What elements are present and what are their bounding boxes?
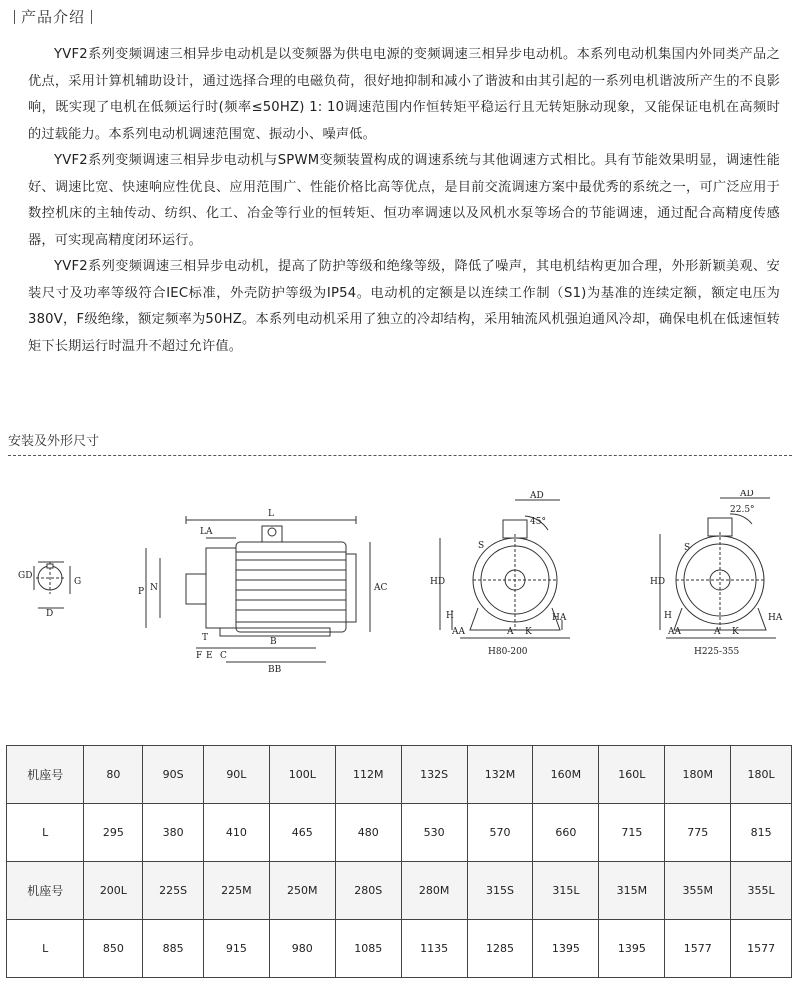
table-cell: 112M bbox=[335, 746, 401, 804]
table-cell: 280S bbox=[335, 862, 401, 920]
table-cell: 1085 bbox=[335, 920, 401, 978]
label-T: T bbox=[202, 633, 209, 643]
table-cell: 1577 bbox=[731, 920, 792, 978]
table-cell: 1135 bbox=[401, 920, 467, 978]
label-AA: AA bbox=[452, 627, 465, 637]
label-P: P bbox=[138, 587, 145, 597]
label-angle-45: 45° bbox=[530, 517, 546, 527]
label-HD: HD bbox=[430, 577, 446, 587]
motor-body bbox=[236, 542, 346, 632]
table-cell: 90S bbox=[143, 746, 204, 804]
label-S: S bbox=[478, 541, 485, 551]
header-title: 产品介绍 bbox=[21, 8, 86, 26]
table-cell: 90L bbox=[203, 746, 269, 804]
table-cell: 225S bbox=[143, 862, 204, 920]
table-row bbox=[7, 804, 792, 862]
table-cell: 660 bbox=[533, 804, 599, 862]
label-H: H bbox=[446, 611, 454, 621]
table-cell: 200L bbox=[84, 862, 143, 920]
label-K-large: K bbox=[732, 627, 739, 637]
label-D: D bbox=[46, 609, 54, 619]
label-E: E bbox=[206, 651, 213, 661]
dimension-table bbox=[6, 745, 792, 978]
table-cell: 850 bbox=[84, 920, 143, 978]
intro-paragraph: YVF2系列变频调速三相异步电动机与SPWM变频装置构成的调速系统与其他调速方式相比。具有节能效果明显，调速性能好、调速比宽、快速响应性优良、应用范围广、性能价格比高等优点，是目前交流调速方案中最优秀的系统之一，可广泛应用于数控机床的主轴传动、纺织、化工、冶金等行业的恒转矩、恒功率调速以及风机水泵等场合的节能调速，通过配合高精度传感器，可实现高精度闭环运行。 bbox=[28, 153, 780, 248]
table-cell: 570 bbox=[467, 804, 533, 862]
table-cell: 315L bbox=[533, 862, 599, 920]
table-cell: 132S bbox=[401, 746, 467, 804]
table-cell: 295 bbox=[84, 804, 143, 862]
label-GD: GD bbox=[18, 571, 33, 581]
label-L: L bbox=[268, 509, 274, 519]
table-cell: 225M bbox=[203, 862, 269, 920]
label-BB: BB bbox=[268, 665, 282, 675]
table-cell: 775 bbox=[665, 804, 731, 862]
table-cell: 280M bbox=[401, 862, 467, 920]
label-AD: AD bbox=[530, 491, 544, 501]
table-cell: 1395 bbox=[599, 920, 665, 978]
table-row bbox=[7, 746, 792, 804]
table-cell: 1395 bbox=[533, 920, 599, 978]
label-B: B bbox=[270, 637, 277, 647]
table-cell: 355L bbox=[731, 862, 792, 920]
table-cell: 315M bbox=[599, 862, 665, 920]
table-cell: L bbox=[7, 804, 84, 862]
dimension-drawing bbox=[0, 490, 800, 680]
table-row bbox=[7, 920, 792, 978]
intro-text bbox=[28, 42, 780, 360]
label-LA: LA bbox=[200, 527, 213, 537]
label-A: A bbox=[507, 627, 514, 637]
table-cell: 180L bbox=[731, 746, 792, 804]
table-cell: L bbox=[7, 920, 84, 978]
table-cell: 355M bbox=[665, 862, 731, 920]
label-H-large: H bbox=[664, 611, 672, 621]
table-cell: 480 bbox=[335, 804, 401, 862]
label-HD-large: HD bbox=[650, 577, 666, 587]
table-cell: 132M bbox=[467, 746, 533, 804]
table-cell: 980 bbox=[269, 920, 335, 978]
table-cell: 1285 bbox=[467, 920, 533, 978]
label-AC: AC bbox=[374, 583, 388, 593]
label-S-large: S bbox=[684, 543, 691, 553]
section-title: 安装及外形尺寸 bbox=[8, 434, 100, 449]
table-cell: 100L bbox=[269, 746, 335, 804]
table-cell: 715 bbox=[599, 804, 665, 862]
table-cell: 410 bbox=[203, 804, 269, 862]
table-cell: 80 bbox=[84, 746, 143, 804]
intro-paragraph: YVF2系列变频调速三相异步电动机，提高了防护等级和绝缘等级，降低了噪声，其电机结构更加合理，外形新颖美观、安装尺寸及功率等级符合IEC标准，外壳防护等级为IP54。电动机的定额是以连续工作制（S1)为基准的连续定额，额定电压为380V，F级绝缘，额定频率为50HZ。本系列电动机采用了独立的冷却结构，采用轴流风机强迫通风冷却，确保电机在低速恒转矩下长期运行时温升不超过允许值。 bbox=[28, 259, 780, 354]
label-HA-large: HA bbox=[768, 613, 783, 623]
label-A-large: A bbox=[714, 627, 721, 637]
table-cell: 315S bbox=[467, 862, 533, 920]
label-AA-large: AA bbox=[668, 627, 681, 637]
table-cell: 250M bbox=[269, 862, 335, 920]
product-intro-header bbox=[8, 6, 98, 27]
table-cell: 815 bbox=[731, 804, 792, 862]
table-cell: 915 bbox=[203, 920, 269, 978]
section-divider bbox=[8, 455, 792, 456]
label-HA: HA bbox=[552, 613, 567, 623]
label-C: C bbox=[220, 651, 227, 661]
table-cell: 160L bbox=[599, 746, 665, 804]
label-angle-22: 22.5° bbox=[730, 505, 755, 515]
label-F: F bbox=[196, 651, 203, 661]
label-AD-large: AD bbox=[740, 490, 754, 499]
table-cell: 380 bbox=[143, 804, 204, 862]
table-cell: 885 bbox=[143, 920, 204, 978]
dimension-drawing-svg bbox=[0, 490, 800, 680]
table-row bbox=[7, 862, 792, 920]
header-bar-right bbox=[91, 10, 92, 24]
table-cell: 机座号 bbox=[7, 862, 84, 920]
dimension-table-body bbox=[7, 746, 792, 978]
caption-small-frame: H80-200 bbox=[488, 647, 528, 657]
caption-large-frame: H225-355 bbox=[694, 647, 740, 657]
label-K: K bbox=[525, 627, 532, 637]
table-cell: 180M bbox=[665, 746, 731, 804]
header-bar-left bbox=[14, 10, 15, 24]
table-cell: 530 bbox=[401, 804, 467, 862]
label-G: G bbox=[74, 577, 82, 587]
label-N: N bbox=[150, 583, 158, 593]
table-cell: 机座号 bbox=[7, 746, 84, 804]
intro-paragraph: YVF2系列变频调速三相异步电动机是以变频器为供电电源的变频调速三相异步电动机。本系列电动机集国内外同类产品之优点，采用计算机辅助设计，通过选择合理的电磁负荷，很好地抑制和减小了谐波和由其引起的一系列电机谐波所产生的不良影响，既实现了电机在低频运行时(频率≤50HZ) 1: 10调速范围内作恒转矩平稳运行且无转矩脉动现象，又能保证电机在高频时的过载能力。本系列电动机调速范围宽、振动小、噪声低。 bbox=[28, 47, 780, 142]
table-cell: 1577 bbox=[665, 920, 731, 978]
table-cell: 465 bbox=[269, 804, 335, 862]
table-cell: 160M bbox=[533, 746, 599, 804]
